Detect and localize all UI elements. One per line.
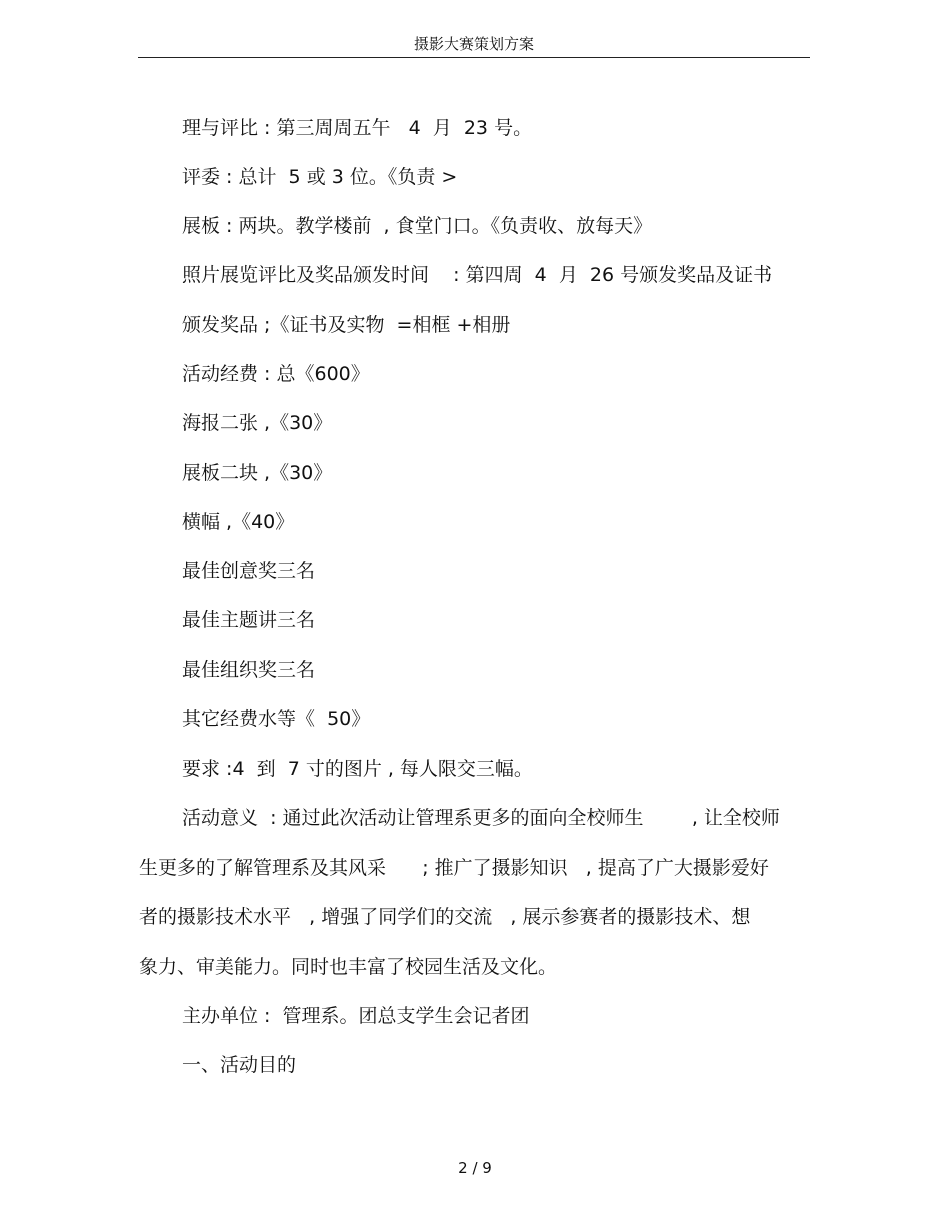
text-line: 要求 :4 到 7 寸的图片 , 每人限交三幅。 [182, 758, 533, 780]
paragraph-line: 活动意义 : 通过此次活动让管理系更多的面向全校师生 , 让全校师 [182, 807, 780, 829]
text-line: 展板二块 ,《30》 [182, 462, 333, 484]
text-line: 照片展览评比及奖品颁发时间 : 第四周 4 月 26 号颁发奖品及证书 [182, 264, 773, 286]
paragraph-line: 者的摄影技术水平 , 增强了同学们的交流 , 展示参赛者的摄影技术、想 [139, 906, 751, 928]
header-divider [138, 57, 810, 58]
page-number: 2 / 9 [458, 1159, 492, 1177]
section-heading: 一、活动目的 [182, 1054, 297, 1076]
paragraph-line: 生更多的了解管理系及其风采 ; 推广了摄影知识 , 提高了广大摄影爱好 [139, 857, 769, 879]
text-line: 海报二张 ,《30》 [182, 412, 333, 434]
text-line: 最佳组织奖三名 [182, 659, 316, 681]
page-header-title: 摄影大赛策划方案 [413, 35, 534, 53]
text-line: 活动经费 : 总《600》 [182, 363, 370, 385]
text-line: 最佳创意奖三名 [182, 560, 316, 582]
text-line: 最佳主题讲三名 [182, 609, 316, 631]
text-line: 评委 : 总计 5 或 3 位。《负责 > [182, 166, 458, 188]
text-line: 理与评比 : 第三周周五午 4 月 23 号。 [182, 117, 533, 139]
text-line: 其它经费水等《 50》 [182, 708, 371, 730]
text-line: 颁发奖品 ;《证书及实物 =相框 +相册 [182, 314, 511, 336]
text-line: 主办单位 : 管理系。团总支学生会记者团 [182, 1005, 530, 1027]
paragraph-line: 象力、审美能力。同时也丰富了校园生活及文化。 [139, 956, 558, 978]
text-line: 展板 : 两块。教学楼前 , 食堂门口。《负责收、放每天》 [182, 215, 653, 237]
text-line: 横幅 ,《40》 [182, 511, 295, 533]
